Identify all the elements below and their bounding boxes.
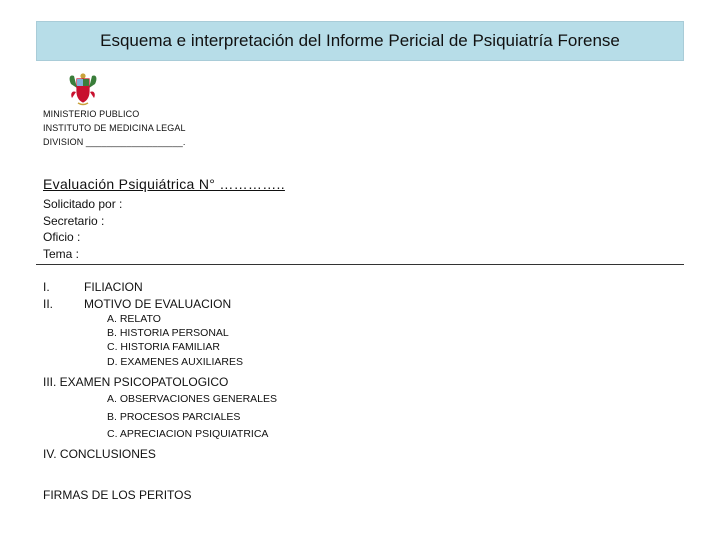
subsection-item: C. HISTORIA FAMILIAR (107, 341, 220, 353)
field-tema: Tema : (43, 246, 80, 261)
section-conclusiones: IV. CONCLUSIONES (43, 447, 156, 461)
institution-line: INSTITUTO DE MEDICINA LEGAL (43, 123, 186, 133)
institution-line: DIVISION ___________________. (43, 137, 186, 147)
request-fields (43, 196, 122, 262)
subsection-item: C. APRECIACION PSIQUIATRICA (107, 428, 269, 440)
page-title: Esquema e interpretación del Informe Pericial de Psiquiatría Forense (100, 31, 620, 50)
field-secretario: Secretario : (43, 213, 105, 228)
subsection-item: A. OBSERVACIONES GENERALES (107, 393, 277, 405)
section-motivo: MOTIVO DE EVALUACION (84, 297, 232, 311)
subsection-item: A. RELATO (107, 313, 161, 325)
peru-coat-of-arms-icon (68, 72, 98, 106)
subsection-item: D. EXAMENES AUXILIARES (107, 356, 243, 368)
subsection-item: B. HISTORIA PERSONAL (107, 327, 229, 339)
section-number: I. (43, 280, 50, 294)
field-solicitado: Solicitado por : (43, 197, 123, 211)
subsection-item: B. PROCESOS PARCIALES (107, 411, 241, 423)
section-number: II. (43, 297, 54, 311)
field-oficio: Oficio : (43, 230, 81, 244)
evaluation-title: Evaluación Psiquiátrica N° ………….. (43, 176, 285, 192)
section-filiacion: FILIACION (84, 280, 143, 294)
institution-line: MINISTERIO PUBLICO (43, 109, 140, 119)
signatures-label: FIRMAS DE LOS PERITOS (43, 488, 192, 502)
title-banner (36, 21, 684, 61)
divider (36, 264, 684, 265)
section-examen: III. EXAMEN PSICOPATOLOGICO (43, 375, 229, 389)
